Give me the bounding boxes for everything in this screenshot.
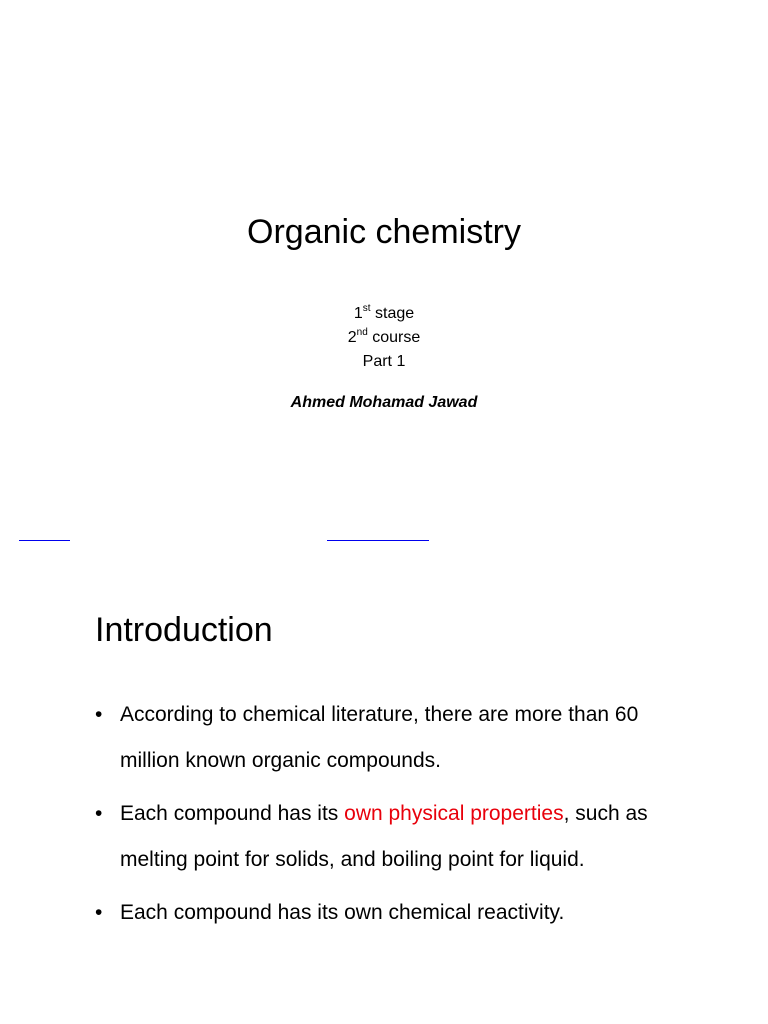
- stage-text: stage: [370, 305, 415, 322]
- stage-line: [0, 302, 768, 326]
- course-number: 2: [347, 329, 357, 346]
- slide-title: Organic chemistry: [247, 213, 521, 251]
- introduction-slide: [0, 560, 768, 1024]
- bullet-item: [95, 890, 695, 936]
- stage-number: 1: [353, 305, 363, 322]
- link-underline[interactable]: [19, 540, 70, 541]
- bullet-icon: •: [95, 802, 103, 825]
- link-underline[interactable]: [327, 540, 429, 541]
- bullet-item: [95, 692, 695, 784]
- highlighted-text: own physical properties: [344, 802, 564, 825]
- part-line: Part 1: [362, 353, 406, 370]
- bullet-text: According to chemical literature, there are more than 60 million known organic compounds.: [120, 703, 639, 772]
- bullet-icon: •: [95, 901, 103, 924]
- bullet-list: [95, 692, 695, 943]
- bullet-text: Each compound has its own chemical reactivity.: [120, 901, 565, 924]
- stage-superscript: st: [362, 302, 371, 314]
- subtitle-block: [0, 302, 768, 374]
- course-superscript: nd: [356, 326, 368, 338]
- course-text: course: [367, 329, 421, 346]
- bullet-text-before: Each compound has its: [120, 802, 345, 825]
- bullet-item: [95, 791, 695, 883]
- author-name: Ahmed Mohamad Jawad: [290, 394, 478, 411]
- course-line: [0, 326, 768, 350]
- section-title: Introduction: [95, 611, 273, 649]
- bullet-icon: •: [95, 703, 103, 726]
- bullet-text-after: , such as melting point for solids, and boiling point for liquid.: [120, 802, 648, 871]
